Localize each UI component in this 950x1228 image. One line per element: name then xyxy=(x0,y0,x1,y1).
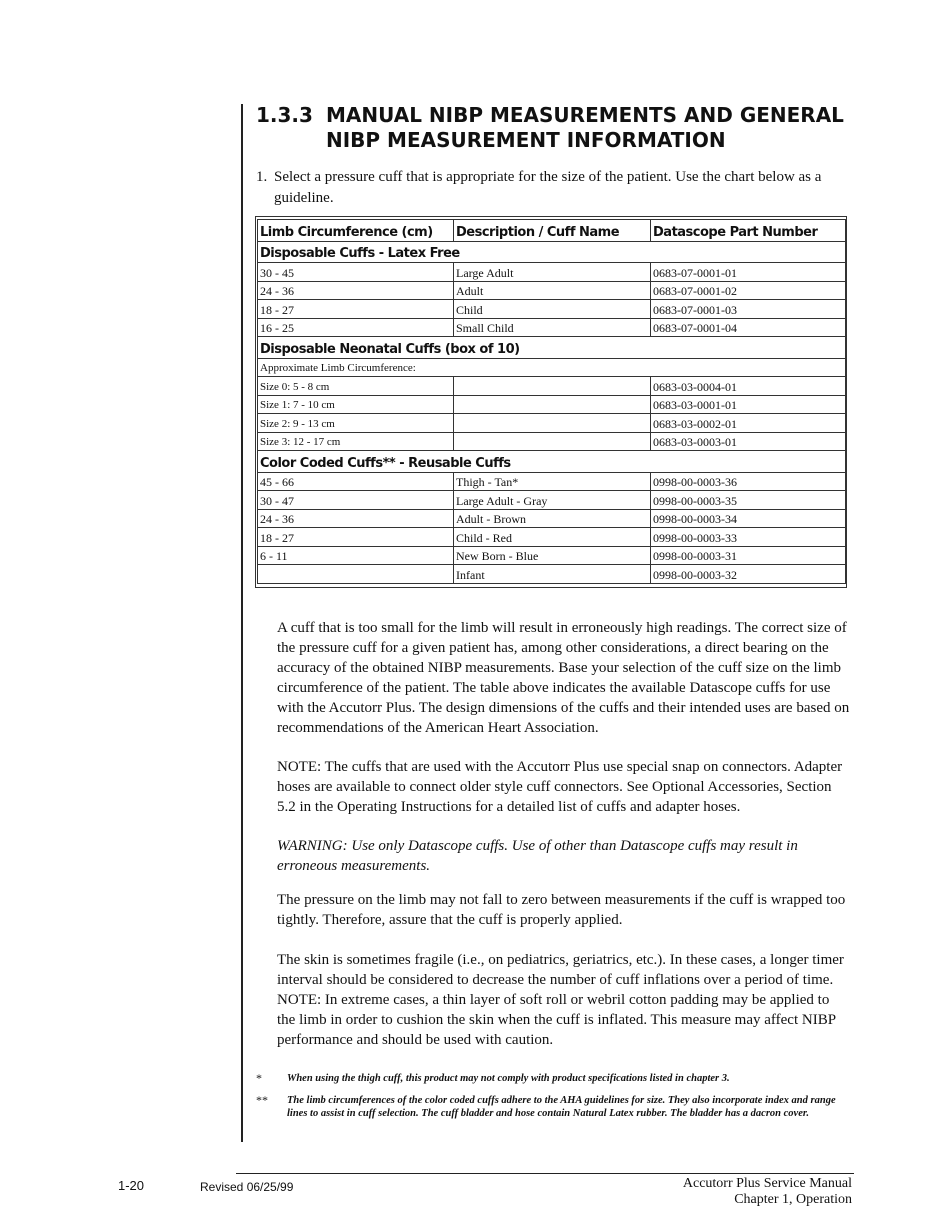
cell-limb: Size 1: 7 - 10 cm xyxy=(258,395,454,414)
cell-limb: 30 - 47 xyxy=(258,491,454,510)
footer-rule xyxy=(236,1173,854,1174)
cell-limb: 6 - 11 xyxy=(258,546,454,565)
cell-description xyxy=(454,414,651,433)
table-row xyxy=(258,528,846,547)
cell-description: Large Adult xyxy=(454,263,651,282)
cell-limb: 45 - 66 xyxy=(258,472,454,491)
table-row xyxy=(258,472,846,491)
col-header-limb: Limb Circumference (cm) xyxy=(258,220,454,242)
note-cell: Approximate Limb Circumference: xyxy=(258,358,846,377)
table-row xyxy=(258,432,846,451)
cell-limb: Size 2: 9 - 13 cm xyxy=(258,414,454,433)
col-header-description: Description / Cuff Name xyxy=(454,220,651,242)
section-row-neonatal xyxy=(258,337,846,359)
paragraph-pressure: The pressure on the limb may not fall to zero between measurements if the cuff is wrapped too tightly. Therefore, assure that the cuff is properly applied. xyxy=(277,892,846,928)
section-row-disposable xyxy=(258,241,846,263)
footnote-color-coded xyxy=(256,1094,836,1120)
paragraph-note-connectors: NOTE: The cuffs that are used with the Accutorr Plus use special snap on connectors. Adapter hoses are available to connect older style cuff connectors. See Optional Accessories, Section 5.2 in the Operating Instructions for a detailed list of cuffs and adapter hoses. xyxy=(277,759,843,815)
cell-description: Adult xyxy=(454,281,651,300)
table-row xyxy=(258,395,846,414)
cell-description: Thigh - Tan* xyxy=(454,472,651,491)
cell-part-number: 0683-03-0001-01 xyxy=(651,395,846,414)
page-number: 1-20 xyxy=(118,1178,145,1193)
cell-description: New Born - Blue xyxy=(454,546,651,565)
cell-part-number: 0998-00-0003-36 xyxy=(651,472,846,491)
paragraph-fragile-skin: The skin is sometimes fragile (i.e., on pediatrics, geriatrics, etc.). In these cases, a longer timer interval should be considered to decrease the number of cuff inflations over a period of time. NOTE: In extreme cases, a thin layer of soft roll or webril cotton padding may be applied to the limb in order to cushion the skin when the cuff is inflated. This measure may affect NIBP performance and should be used with caution. xyxy=(277,952,844,1048)
cell-part-number: 0683-07-0001-02 xyxy=(651,281,846,300)
table-row xyxy=(258,491,846,510)
footnote-text: The limb circumferences of the color coded cuffs adhere to the AHA guidelines for size. They also incorporate index and range lines to assist in cuff selection. The cuff bladder and hose contain Natural Latex rubber. The bladder has a dacron cover. xyxy=(287,1095,836,1119)
section-title: Color Coded Cuffs** - Reusable Cuffs xyxy=(258,451,846,473)
section-row-reusable xyxy=(258,451,846,473)
cuff-table xyxy=(257,219,846,584)
cell-description: Child - Red xyxy=(454,528,651,547)
footnote-marker: * xyxy=(256,1071,262,1085)
warning-paragraph xyxy=(277,836,851,876)
revision-date: Revised 06/25/99 xyxy=(200,1180,294,1194)
cell-description xyxy=(454,377,651,396)
section-heading xyxy=(256,103,856,153)
table-row xyxy=(258,565,846,584)
table-row xyxy=(258,414,846,433)
cell-part-number: 0998-00-0003-33 xyxy=(651,528,846,547)
cuff-table-body xyxy=(258,220,846,584)
cell-part-number: 0683-07-0001-04 xyxy=(651,318,846,337)
footnote-thigh-cuff xyxy=(256,1072,836,1085)
cuff-table-frame xyxy=(255,216,847,588)
cell-limb: Size 3: 12 - 17 cm xyxy=(258,432,454,451)
table-row xyxy=(258,300,846,319)
header-row xyxy=(258,220,846,242)
paragraph-cuff-size: A cuff that is too small for the limb will result in erroneously high readings. The correct size of the pressure cuff for a given patient has, among other considerations, a direct bearing on the accuracy of the obtained NIBP measurements. Base your selection of the cuff size on the limb circumference of the patient. The table above indicates the available Datascope cuffs for use with the Accutorr Plus. The design dimensions of the cuffs and their intended uses are based on recommendations of the American Heart Association. xyxy=(277,620,850,736)
table-row xyxy=(258,546,846,565)
manual-name: Accutorr Plus Service Manual xyxy=(682,1176,852,1191)
cell-description: Small Child xyxy=(454,318,651,337)
cell-limb: 18 - 27 xyxy=(258,300,454,319)
cell-description: Large Adult - Gray xyxy=(454,491,651,510)
step-text: Select a pressure cuff that is appropriate for the size of the patient. Use the chart below as a guideline. xyxy=(274,169,822,206)
cell-part-number: 0683-03-0003-01 xyxy=(651,432,846,451)
section-title: MANUAL NIBP MEASUREMENTS AND GENERAL NIBP MEASUREMENT INFORMATION xyxy=(326,103,844,152)
cell-limb: 30 - 45 xyxy=(258,263,454,282)
cell-limb xyxy=(258,565,454,584)
cell-part-number: 0998-00-0003-34 xyxy=(651,509,846,528)
cell-limb: 16 - 25 xyxy=(258,318,454,337)
change-bar xyxy=(241,104,243,1142)
section-title: Disposable Cuffs - Latex Free xyxy=(258,241,846,263)
table-row xyxy=(258,377,846,396)
chapter-name: Chapter 1, Operation xyxy=(734,1192,852,1207)
cell-part-number: 0998-00-0003-35 xyxy=(651,491,846,510)
table-row xyxy=(258,281,846,300)
cell-description: Child xyxy=(454,300,651,319)
step-1 xyxy=(256,167,846,209)
section-title: Disposable Neonatal Cuffs (box of 10) xyxy=(258,337,846,359)
cell-description xyxy=(454,395,651,414)
cell-limb: 24 - 36 xyxy=(258,509,454,528)
section-number: 1.3.3 xyxy=(256,103,313,127)
cell-part-number: 0998-00-0003-32 xyxy=(651,565,846,584)
footnote-marker: ** xyxy=(256,1093,268,1107)
cell-part-number: 0683-03-0002-01 xyxy=(651,414,846,433)
table-row xyxy=(258,509,846,528)
table-row xyxy=(258,318,846,337)
cell-part-number: 0998-00-0003-31 xyxy=(651,546,846,565)
cell-limb: Size 0: 5 - 8 cm xyxy=(258,377,454,396)
cell-description: Adult - Brown xyxy=(454,509,651,528)
manual-title xyxy=(683,1176,852,1208)
cell-description xyxy=(454,432,651,451)
cell-part-number: 0683-03-0004-01 xyxy=(651,377,846,396)
note-row xyxy=(258,358,846,377)
warning-label: WARNING: xyxy=(277,838,348,854)
col-header-part-number: Datascope Part Number xyxy=(651,220,846,242)
cell-part-number: 0683-07-0001-03 xyxy=(651,300,846,319)
step-number: 1. xyxy=(256,169,268,185)
cell-limb: 24 - 36 xyxy=(258,281,454,300)
cell-part-number: 0683-07-0001-01 xyxy=(651,263,846,282)
footnote-text: When using the thigh cuff, this product may not comply with product specifications listed in chapter 3. xyxy=(287,1073,730,1084)
cell-limb: 18 - 27 xyxy=(258,528,454,547)
cell-description: Infant xyxy=(454,565,651,584)
warning-text: Use only Datascope cuffs. Use of other than Datascope cuffs may result in erroneous measurements. xyxy=(277,838,798,874)
table-row xyxy=(258,263,846,282)
